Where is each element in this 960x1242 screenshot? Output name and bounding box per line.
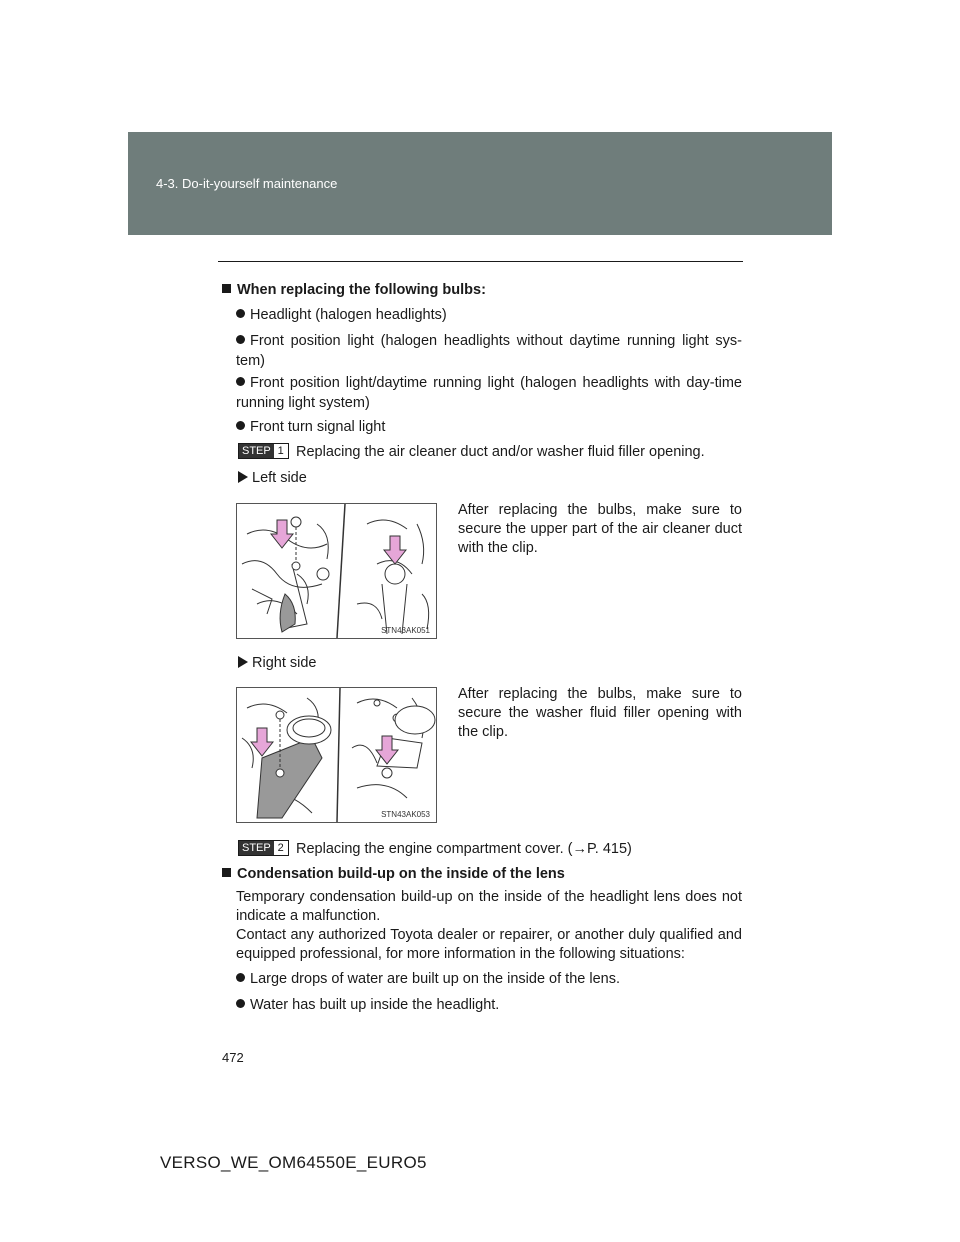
figure-code: STN43AK051 — [381, 626, 430, 635]
bulb-item: Headlight (halogen headlights) — [236, 305, 447, 325]
round-bullet-icon — [236, 999, 245, 1008]
triangle-pointer-icon — [238, 656, 248, 668]
bulb-item: Front position light (halogen headlights without daytime running light sys-tem) — [236, 333, 742, 369]
step-1-badge: STEP 1 — [238, 443, 289, 459]
top-rule — [218, 261, 743, 262]
round-bullet-icon — [236, 973, 245, 982]
right-engine-illustration — [237, 688, 436, 822]
triangle-pointer-icon — [238, 471, 248, 483]
round-bullet-icon — [236, 335, 245, 344]
round-bullet-icon — [236, 377, 245, 386]
condensation-heading: Condensation build-up on the inside of the lens — [222, 864, 565, 884]
left-engine-illustration — [237, 504, 436, 638]
figure-code: STN43AK053 — [381, 810, 430, 819]
square-bullet-icon — [222, 868, 231, 877]
left-side-label: Left side — [238, 468, 307, 488]
right-side-note: After replacing the bulbs, make sure to secure the washer fluid filler opening with the clip. — [458, 686, 742, 740]
round-bullet-icon — [236, 309, 245, 318]
section-title: 4-3. Do-it-yourself maintenance — [156, 176, 338, 191]
condensation-item: Large drops of water are built up on the inside of the lens. — [236, 969, 620, 989]
bulb-item: Front turn signal light — [236, 417, 385, 437]
condensation-paragraph: Temporary condensation build-up on the inside of the headlight lens does not indicate a malfunction. — [236, 889, 742, 924]
square-bullet-icon — [222, 284, 231, 293]
step-1-text: Replacing the air cleaner duct and/or washer fluid filler opening. — [296, 444, 705, 460]
step-2-badge: STEP 2 — [238, 840, 289, 856]
right-side-figure — [236, 687, 437, 823]
left-side-note: After replacing the bulbs, make sure to secure the upper part of the air cleaner duct with the clip. — [458, 502, 742, 556]
condensation-item: Water has built up inside the headlight. — [236, 995, 499, 1015]
bulb-item: Front position light/daytime running light (halogen headlights with day-time running light system) — [236, 375, 742, 411]
footer-code: VERSO_WE_OM64550E_EURO5 — [160, 1153, 427, 1172]
condensation-paragraph: Contact any authorized Toyota dealer or repairer, or another duly qualified and equipped professional, for more information in the following situations: — [236, 927, 742, 962]
round-bullet-icon — [236, 421, 245, 430]
left-side-figure — [236, 503, 437, 639]
right-side-label: Right side — [238, 653, 316, 673]
page-number: 472 — [222, 1050, 244, 1065]
step-2-text: Replacing the engine compartment cover. (→P. 415) — [296, 841, 632, 857]
bulbs-heading: When replacing the following bulbs: — [222, 280, 486, 300]
